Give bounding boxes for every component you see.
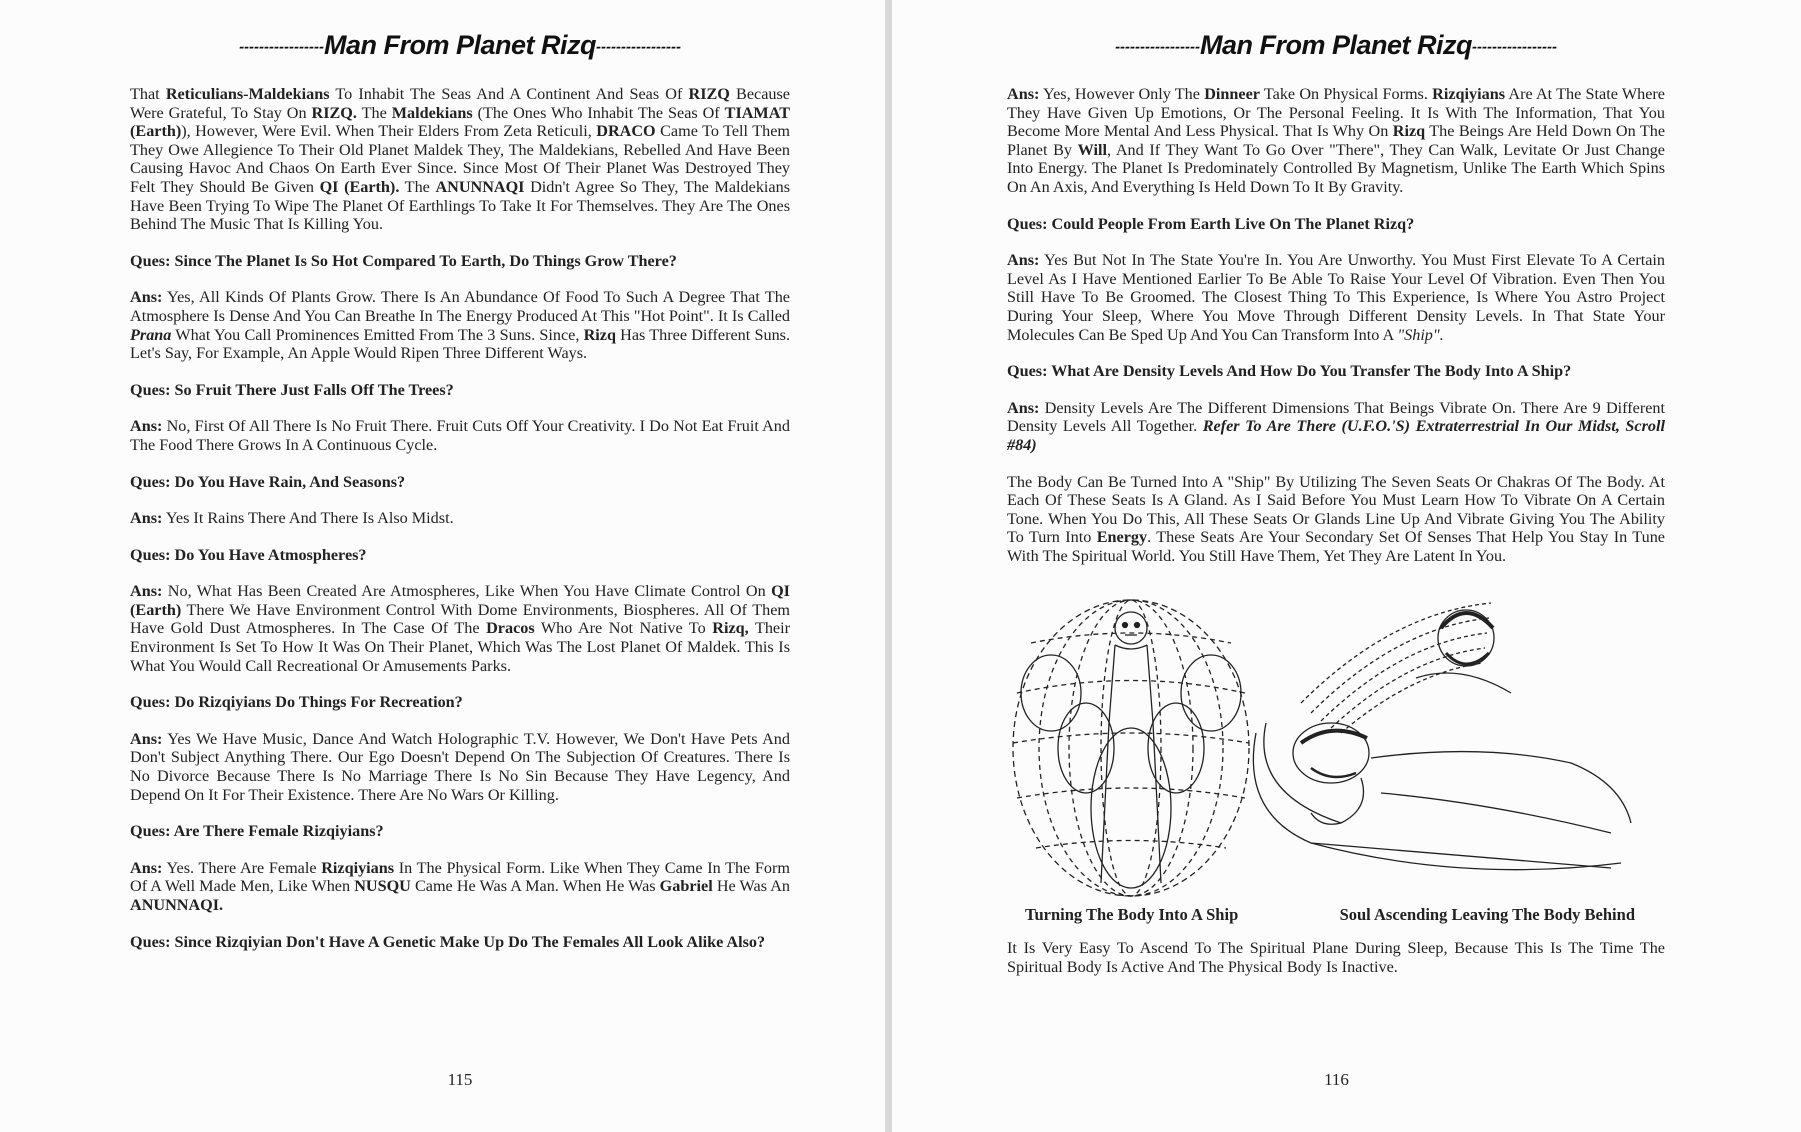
text-run: Didn't Agree So They, The Maldekians Have Been Trying To Wipe The Planet Of Earthlings To Take It For Themselves. They Are The Ones Behind The Music That Is Killing You. bbox=[130, 177, 790, 234]
header-title: Man From Planet Rizq bbox=[323, 30, 597, 60]
answer-paragraph bbox=[130, 288, 790, 362]
text-run: Ans: bbox=[130, 582, 163, 601]
answer-paragraph bbox=[130, 85, 790, 234]
caption-left: Turning The Body Into A Ship bbox=[1025, 905, 1239, 925]
question-paragraph bbox=[130, 473, 790, 492]
header-title: Man From Planet Rizq bbox=[1199, 30, 1473, 60]
text-run: The bbox=[399, 177, 436, 196]
text-run: , And If They Want To Go Over "There", They Can Walk, Levitate Or Just Change Into Energy. The Planet Is Predominately Controlled By Magnetism, Unlike The Earth Which Spins On An Axis, And Everything Is Held Down To It By Gravity. bbox=[1007, 140, 1665, 196]
text-run: . These Seats Are Your Secondary Set Of Senses That Help You Stay In Tune With The Spiritual World. You Still Have Them, Yet They Are Latent In You. bbox=[1007, 528, 1665, 565]
text-run: Dracos bbox=[486, 619, 535, 638]
text-run: Prana bbox=[130, 325, 172, 344]
answer-paragraph bbox=[130, 582, 790, 675]
text-run: (The Ones Who Inhabit The Seas Of bbox=[472, 103, 725, 122]
text-run: Ans: bbox=[130, 858, 163, 877]
text-run: Rizq bbox=[583, 325, 616, 344]
text-run: DRACO bbox=[596, 122, 656, 141]
header-dashes-right: ----------------- bbox=[1472, 38, 1557, 56]
text-run: Ques: Are There Female Rizqiyians? bbox=[130, 822, 384, 841]
right-page bbox=[892, 0, 1801, 1132]
text-run: Ques: Since The Planet Is So Hot Compared To Earth, Do Things Grow There? bbox=[130, 251, 677, 270]
question-paragraph bbox=[130, 693, 790, 712]
text-run: Dinneer bbox=[1204, 85, 1260, 103]
answer-paragraph bbox=[130, 509, 790, 528]
text-run: TIAMAT (Earth) bbox=[130, 103, 790, 141]
text-run: Rizqiyians bbox=[1432, 85, 1506, 103]
closing-paragraph bbox=[1007, 939, 1665, 976]
text-run: Gabriel bbox=[659, 877, 713, 896]
text-run: Yes. There Are Female bbox=[162, 858, 322, 877]
text-run: In The Physical Form. Like When They Came In The Form Of A Well Made Men, Like When bbox=[130, 858, 790, 896]
running-header bbox=[130, 30, 790, 61]
text-run: Density Levels Are The Different Dimensions That Beings Vibrate On. There Are 9 Different Density Levels All Together. bbox=[1007, 398, 1665, 436]
question-paragraph bbox=[130, 933, 790, 952]
text-run: RIZQ bbox=[688, 85, 730, 103]
text-run: Who Are Not Native To bbox=[534, 619, 713, 638]
header-dashes-left: ----------------- bbox=[239, 38, 324, 56]
soul-ascending-drawing bbox=[1253, 603, 1631, 870]
text-run: Ques: Since Rizqiyian Don't Have A Genetic Make Up Do The Females All Look Alike Also? bbox=[130, 932, 766, 951]
answer-paragraph bbox=[130, 730, 790, 804]
body-ship-sphere-drawing bbox=[1013, 600, 1249, 896]
page-number: 115 bbox=[447, 1070, 473, 1089]
answer-paragraph bbox=[1007, 399, 1665, 455]
text-run: The Beings Are Held Down On The Planet By bbox=[1007, 122, 1666, 159]
illustration bbox=[1007, 583, 1665, 899]
text-run: Energy bbox=[1096, 528, 1148, 547]
right-page-bottom-text bbox=[1007, 939, 1665, 976]
text-run: Ans: bbox=[1007, 251, 1040, 270]
text-run: Yes But Not In The State You're In. You Are Unworthy. You Must First Elevate To A Certain Level As I Have Mentioned Earlier To Be Able To Raise Your Level Of Vibration. Even Then You Still Have To Be Groomed. The Closest Thing To This Experience, Is Where You Astro Project During Your Sleep, Where You Move Through Different Density Levels. In That State Your Molecules Can Be Sped Up And You Can Transform Into A bbox=[1007, 251, 1665, 344]
text-run: Ans: bbox=[130, 288, 163, 307]
answer-paragraph bbox=[130, 417, 790, 454]
text-run: The bbox=[356, 103, 392, 122]
text-run: Ques: Do You Have Atmospheres? bbox=[130, 545, 367, 564]
text-run: Reticulians-Maldekians bbox=[165, 85, 330, 103]
running-header bbox=[1007, 30, 1665, 61]
text-run: Ques: What Are Density Levels And How Do You Transfer The Body Into A Ship? bbox=[1007, 362, 1572, 381]
text-run: Ques: Do You Have Rain, And Seasons? bbox=[130, 472, 406, 491]
text-run: NUSQU bbox=[354, 877, 411, 896]
text-run: Rizqiyians bbox=[321, 858, 395, 877]
text-run: Are At The State Where They Have Given Up Emotions, Or The Personal Feeling. It Is With The Information, That You Become More Mental And Less Physical. That Is Why On bbox=[1007, 85, 1665, 141]
text-run: Their Environment Is Set To How It Was On Their Planet, Which Was The Lost Planet Of Maldek. This Is What You Would Call Recreational Or Amusements Parks. bbox=[130, 619, 790, 675]
text-run: Ans: bbox=[130, 509, 163, 528]
question-paragraph bbox=[130, 822, 790, 841]
text-run: Has Three Different Suns. Let's Say, For Example, An Apple Would Ripen Three Different Ways. bbox=[130, 325, 791, 363]
question-paragraph bbox=[130, 381, 790, 400]
text-run: Ans: bbox=[1007, 398, 1040, 417]
text-run: Ans: bbox=[130, 417, 163, 436]
question-paragraph bbox=[1007, 362, 1665, 381]
question-paragraph bbox=[1007, 215, 1665, 234]
header-dashes-right: ----------------- bbox=[596, 38, 681, 56]
question-paragraph bbox=[130, 252, 790, 271]
text-run: QI (Earth). bbox=[319, 177, 400, 196]
text-run: Ques: So Fruit There Just Falls Off The Trees? bbox=[130, 380, 454, 399]
text-run: Rizq, bbox=[712, 619, 749, 638]
text-run: It Is Very Easy To Ascend To The Spiritual Plane During Sleep, Because This Is The Time The Spiritual Body Is Active And The Physical Body Is Inactive. bbox=[1007, 939, 1665, 977]
caption-right: Soul Ascending Leaving The Body Behind bbox=[1339, 905, 1635, 925]
text-run: "Ship". bbox=[1397, 325, 1444, 344]
left-page bbox=[0, 0, 885, 1132]
text-run: No, What Has Been Created Are Atmospheres, Like When You Have Climate Control On bbox=[162, 582, 772, 601]
header-dashes-left: ----------------- bbox=[1115, 38, 1200, 56]
text-run: Because Were Grateful, To Stay On bbox=[130, 85, 790, 122]
answer-paragraph bbox=[130, 859, 790, 915]
text-run: ANUNNAQI bbox=[435, 177, 525, 196]
left-page-text bbox=[130, 85, 790, 951]
text-run: Will bbox=[1077, 140, 1108, 159]
text-run: There We Have Environment Control With Dome Environments, Biospheres. All Of Them Have Gold Dust Atmospheres. In The Case Of The bbox=[130, 600, 790, 638]
text-run: Refer To Are There (U.F.O.'S) Extraterrestrial In Our Midst, Scroll #84) bbox=[1007, 417, 1665, 454]
answer-paragraph bbox=[1007, 251, 1665, 344]
illustration-captions bbox=[1007, 905, 1665, 925]
text-run: Yes We Have Music, Dance And Watch Holographic T.V. However, We Don't Have Pets And Don't Subject Anything There. Our Ego Doesn't Depend On The Subjection Of Creatures. There Is No Divorce Because There Is No Marriage There Is No Sin Because They Have Legency, And Depend On It For Their Existence. There Are No Wars Or Killing. bbox=[130, 729, 790, 804]
text-run: He Was An bbox=[712, 877, 790, 896]
text-run: To Inhabit The Seas And A Continent And Seas Of bbox=[329, 85, 689, 103]
text-run: Ques: Do Rizqiyians Do Things For Recreation? bbox=[130, 693, 463, 712]
text-run: Maldekians bbox=[391, 103, 473, 122]
text-run: Ans: bbox=[1007, 85, 1040, 103]
right-page-text bbox=[1007, 85, 1665, 565]
answer-paragraph bbox=[1007, 473, 1665, 566]
text-run: Yes, All Kinds Of Plants Grow. There Is An Abundance Of Food To Such A Degree That The Atmosphere Is Dense And You Can Breathe In The Energy Produced At This "Hot Point". It Is Called bbox=[130, 288, 790, 325]
answer-paragraph bbox=[1007, 85, 1665, 197]
text-run: Yes It Rains There And There Is Also Midst. bbox=[162, 509, 454, 528]
text-run: Take On Physical Forms. bbox=[1259, 85, 1433, 103]
text-run: What You Call Prominences Emitted From The 3 Suns. Since, bbox=[171, 325, 584, 344]
page-number: 116 bbox=[1324, 1070, 1349, 1089]
text-run: Rizq bbox=[1392, 122, 1426, 141]
question-paragraph bbox=[130, 546, 790, 565]
text-run: That bbox=[130, 85, 166, 103]
text-run: Ques: Could People From Earth Live On The Planet Rizq? bbox=[1007, 214, 1415, 233]
text-run: QI (Earth) bbox=[130, 582, 790, 619]
text-run: ), However, Were Evil. When Their Elders From Zeta Reticuli, bbox=[181, 122, 597, 141]
text-run: ANUNNAQI. bbox=[130, 896, 224, 914]
text-run: Came To Tell Them They Owe Allegience To Their Old Planet Maldek They, The Maldekians, Rebelled And Have Been Causing Havoc And Chaos On Earth Ever Since. Since Most Of Their Planet Was Destroyed They Felt They Should Be Given bbox=[130, 122, 790, 196]
text-run: The Body Can Be Turned Into A "Ship" By Utilizing The Seven Seats Or Chakras Of The Body. At Each Of These Seats Is A Gland. As I Said Before You Must Learn How To Vibrate On A Certain Tone. When You Do This, All These Seats Or Glands Line Up And Vibrate Giving You The Ability To Turn Into bbox=[1007, 472, 1665, 547]
text-run: Ans: bbox=[130, 729, 163, 748]
text-run: RIZQ. bbox=[311, 103, 357, 122]
text-run: Came He Was A Man. When He Was bbox=[410, 877, 660, 896]
text-run: No, First Of All There Is No Fruit There. Fruit Cuts Off Your Creativity. I Do Not Eat Fruit And The Food There Grows In A Continuous Cycle. bbox=[130, 417, 790, 454]
text-run: Yes, However Only The bbox=[1039, 85, 1205, 103]
